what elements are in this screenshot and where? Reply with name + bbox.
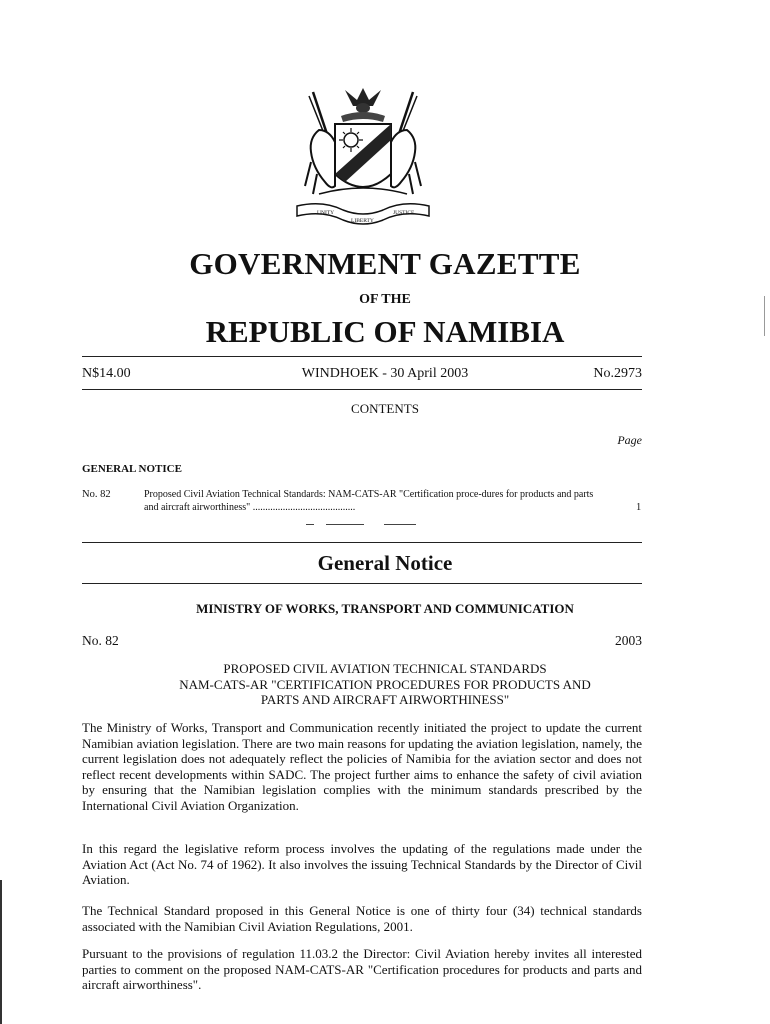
separator-dash	[306, 524, 314, 525]
contents-item-number: No. 82	[82, 489, 111, 500]
page-column-label: Page	[617, 433, 642, 447]
notice-heading	[0, 661, 770, 708]
coat-of-arms-emblem	[283, 82, 443, 228]
body-paragraph-1: The Ministry of Works, Transport and Communication recently initiated the project to update the current Namibian aviation legislation. There are two main reasons for updating the aviation legislation, namely, the current legislation does not adequately reflect the policies of Namibia for the aviation sector and does not reflect recent developments within SADC. The project further aims to enhance the safety of civil aviation by ensuring that the Namibian legislation complies with the minimum standards prescribed by the International Civil Aviation Organization.	[82, 720, 642, 813]
notice-heading-line: PROPOSED CIVIL AVIATION TECHNICAL STANDARDS	[223, 661, 547, 676]
body-paragraph-3: The Technical Standard proposed in this General Notice is one of thirty four (34) technical standards associated with the Namibian Civil Aviation Regulations, 2001.	[82, 903, 642, 934]
ministry-heading: MINISTRY OF WORKS, TRANSPORT AND COMMUNICATION	[196, 601, 574, 616]
of-the-label: OF THE	[359, 292, 411, 307]
notice-heading-line: PARTS AND AIRCRAFT AIRWORTHINESS"	[260, 692, 510, 707]
header-rule-top	[82, 356, 642, 357]
motto-unity: UNITY	[317, 210, 335, 216]
motto-justice: JUSTICE	[393, 210, 415, 216]
scan-edge-mark	[764, 296, 765, 336]
header-rule-bottom	[82, 389, 642, 390]
notice-rule-top	[82, 542, 642, 543]
separator-dash	[326, 524, 364, 525]
separator-dash	[384, 524, 416, 525]
contents-heading: CONTENTS	[351, 401, 419, 416]
body-paragraph-4: Pursuant to the provisions of regulation 11.03.2 the Director: Civil Aviation hereby invites all interested parties to comment on the proposed NAM-CATS-AR "Certification procedures for products and parts and aircraft airworthiness".	[82, 946, 642, 992]
oryx-left-icon	[305, 92, 335, 194]
motto-scroll	[297, 204, 429, 224]
scan-edge-mark	[0, 880, 2, 1024]
issue-number: No.2973	[593, 366, 642, 381]
eagle-icon	[345, 88, 381, 113]
motto-liberty: LIBERTY	[351, 218, 374, 224]
contents-section-heading: GENERAL NOTICE	[82, 463, 182, 475]
general-notice-title: General Notice	[317, 551, 453, 575]
issue-price: N$14.00	[82, 366, 131, 381]
gazette-title: GOVERNMENT GAZETTE	[189, 246, 581, 281]
notice-number: No. 82	[82, 633, 119, 648]
contents-item-page: 1	[636, 502, 642, 513]
body-paragraph-2: In this regard the legislative reform process involves the updating of the regulations made under the Aviation Act (Act No. 74 of 1962). It also involves the issuing Technical Standards by the Director of Civil Aviation.	[82, 841, 642, 887]
notice-year: 2003	[615, 633, 642, 648]
oryx-right-icon	[391, 92, 421, 194]
notice-rule-bottom	[82, 583, 642, 584]
contents-item-text: Proposed Civil Aviation Technical Standards: NAM-CATS-AR "Certification proce-dures for products and parts and aircraft airworthiness" .........................................	[144, 489, 594, 513]
republic-title: REPUBLIC OF NAMIBIA	[205, 314, 565, 349]
notice-heading-line: NAM-CATS-AR "CERTIFICATION PROCEDURES FOR PRODUCTS AND	[179, 676, 591, 692]
issue-place-date: WINDHOEK - 30 April 2003	[301, 366, 469, 381]
shield-icon	[335, 124, 391, 187]
